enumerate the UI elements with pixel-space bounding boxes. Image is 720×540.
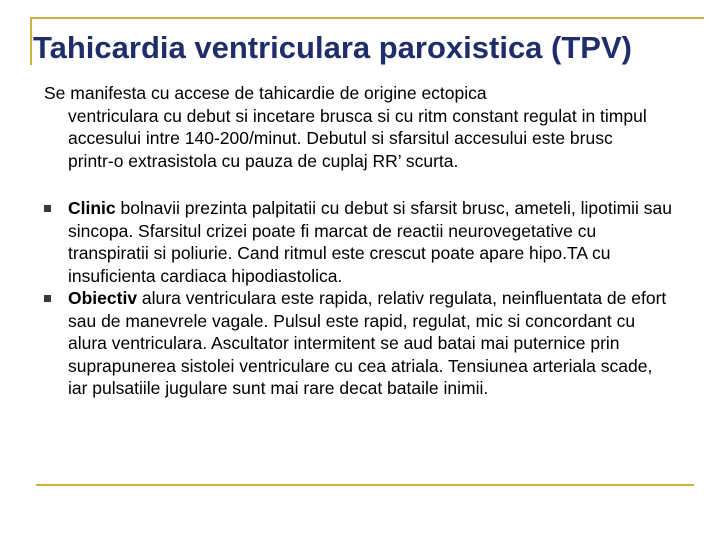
frame-left-line (30, 17, 32, 65)
bullet-label: Clinic (68, 198, 116, 218)
bullet-text: alura ventriculara este rapida, relativ regulata, neinfluentata de efort sau de manevrele vagale. Pulsul este rapid, regulat, mic si concordant cu alura ventriculara. Ascultator intermitent se aud batai mai puternice prin suprapunerea sistolei ventriculare cu cea atriala. Tensiunea arteriala scade, iar pulsatiile jugulare sunt mai rare decat bataile inimii. (68, 288, 667, 398)
frame-top-line (30, 17, 704, 19)
intro-rest-text: ventriculara cu debut si incetare brusca si cu ritm constant regulat in timpul accesului intre 140-200/minut. Debutul si sfarsitul accesului este brusc printr-o extrasistola cu pauza de cuplaj RR’ scurta. (68, 105, 647, 171)
intro-paragraph (44, 82, 654, 172)
bullet-list (44, 197, 674, 400)
slide-title: Tahicardia ventriculara paroxistica (TPV) (33, 30, 632, 65)
square-bullet-icon (44, 295, 51, 302)
intro-first-line: Se manifesta cu accese de tahicardie de origine ectopica (44, 83, 487, 103)
frame-bottom-line (36, 484, 694, 486)
square-bullet-icon (44, 205, 51, 212)
bullet-text: bolnavii prezinta palpitatii cu debut si sfarsit brusc, ameteli, lipotimii sau sincopa. Sfarsitul crizei poate fi marcat de reactii neurovegetative cu transpiratii si poliurie. Cand ritmul este crescut poate apare hipo.TA cu insuficienta cardiaca hipodiastolica. (68, 198, 673, 286)
bullet-label: Obiectiv (68, 288, 138, 308)
bullet-clinic (44, 197, 674, 287)
bullet-obiectiv (44, 287, 674, 400)
